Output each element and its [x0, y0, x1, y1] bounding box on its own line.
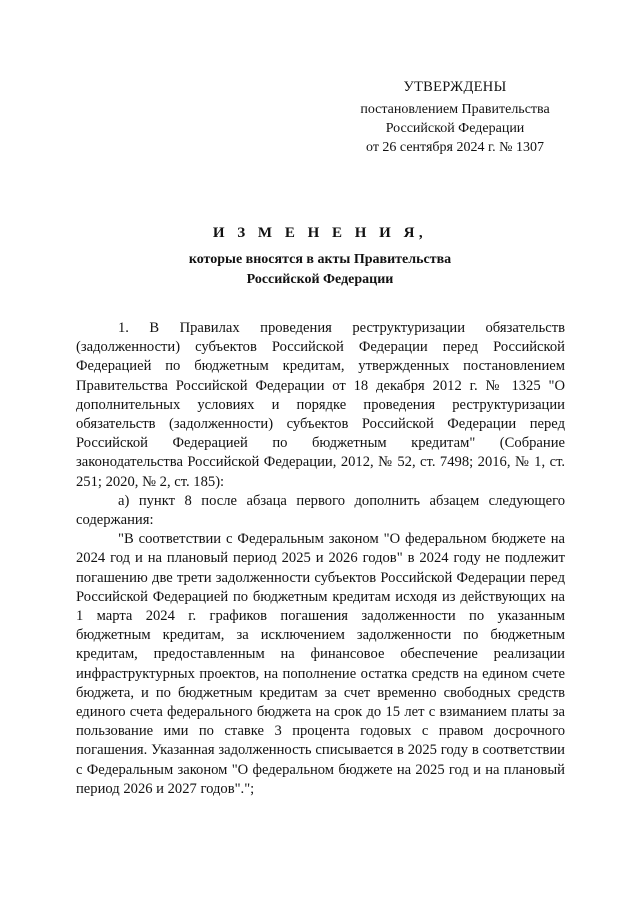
document-subtitle-line-2: Российской Федерации — [246, 272, 394, 287]
document-body — [76, 319, 565, 799]
paragraph-quoted-text: "В соответствии с Федеральным законом "О федеральном бюджете на 2024 год и на плановый период 2025 и 2026 годов" в 2024 году не подлежит погашению две трети задолженности субъектов Российской Федерации перед Российской Федерацией по бюджетным кредитам исходя из действующих на 1 марта 2024 г. графиков погашения задолженности по указанным бюджетным кредитам, за исключением задолженности по бюджетным кредитам, предоставленным на финансовое обеспечение реализации инфраструктурных проектов, на пополнение остатка средств на едином счете бюджета, и по бюджетным кредитам за счет временно свободных средств единого счета федерального бюджета на срок до 15 лет с взиманием платы за пользование ими по ставке 3 процента годовых с правом досрочного погашения. Указанная задолженность списывается в 2025 году в соответствии с Федеральным законом "О федеральном бюджете на 2025 год и на плановый период 2026 и 2027 годов"."; — [76, 531, 565, 797]
document-subtitle-line-1: которые вносятся в акты Правительства — [188, 252, 452, 267]
approval-stamp — [340, 78, 570, 157]
approval-line-2: Российской Федерации — [385, 121, 525, 136]
approval-line-3: от 26 сентября 2024 г. № 1307 — [366, 140, 544, 155]
paragraph-subitem-a: а) пункт 8 после абзаца первого дополнить абзацем следующего содержания: — [76, 492, 565, 529]
approval-line-1: постановлением Правительства — [360, 102, 550, 117]
document-title: И З М Е Н Е Н И Я, — [212, 225, 428, 241]
paragraph-item-1: 1. В Правилах проведения реструктуризации обязательств (задолженности) субъектов Российской Федерации перед Российской Федерацией по бюджетным кредитам, утвержденных постановлением Правительства Российской Федерации от 18 декабря 2012 г. № 1325 "О дополнительных условиях и порядке проведения реструктуризации обязательств (задолженности) субъектов Российской Федерации перед Российской Федерацией по бюджетным кредитам" (Собрание законодательства Российской Федерации, 2012, № 52, ст. 7498; 2016, № 1, ст. 251; 2020, № 2, ст. 185): — [76, 320, 565, 490]
document-title-block — [60, 225, 580, 290]
approval-heading: УТВЕРЖДЕНЫ — [403, 79, 507, 95]
